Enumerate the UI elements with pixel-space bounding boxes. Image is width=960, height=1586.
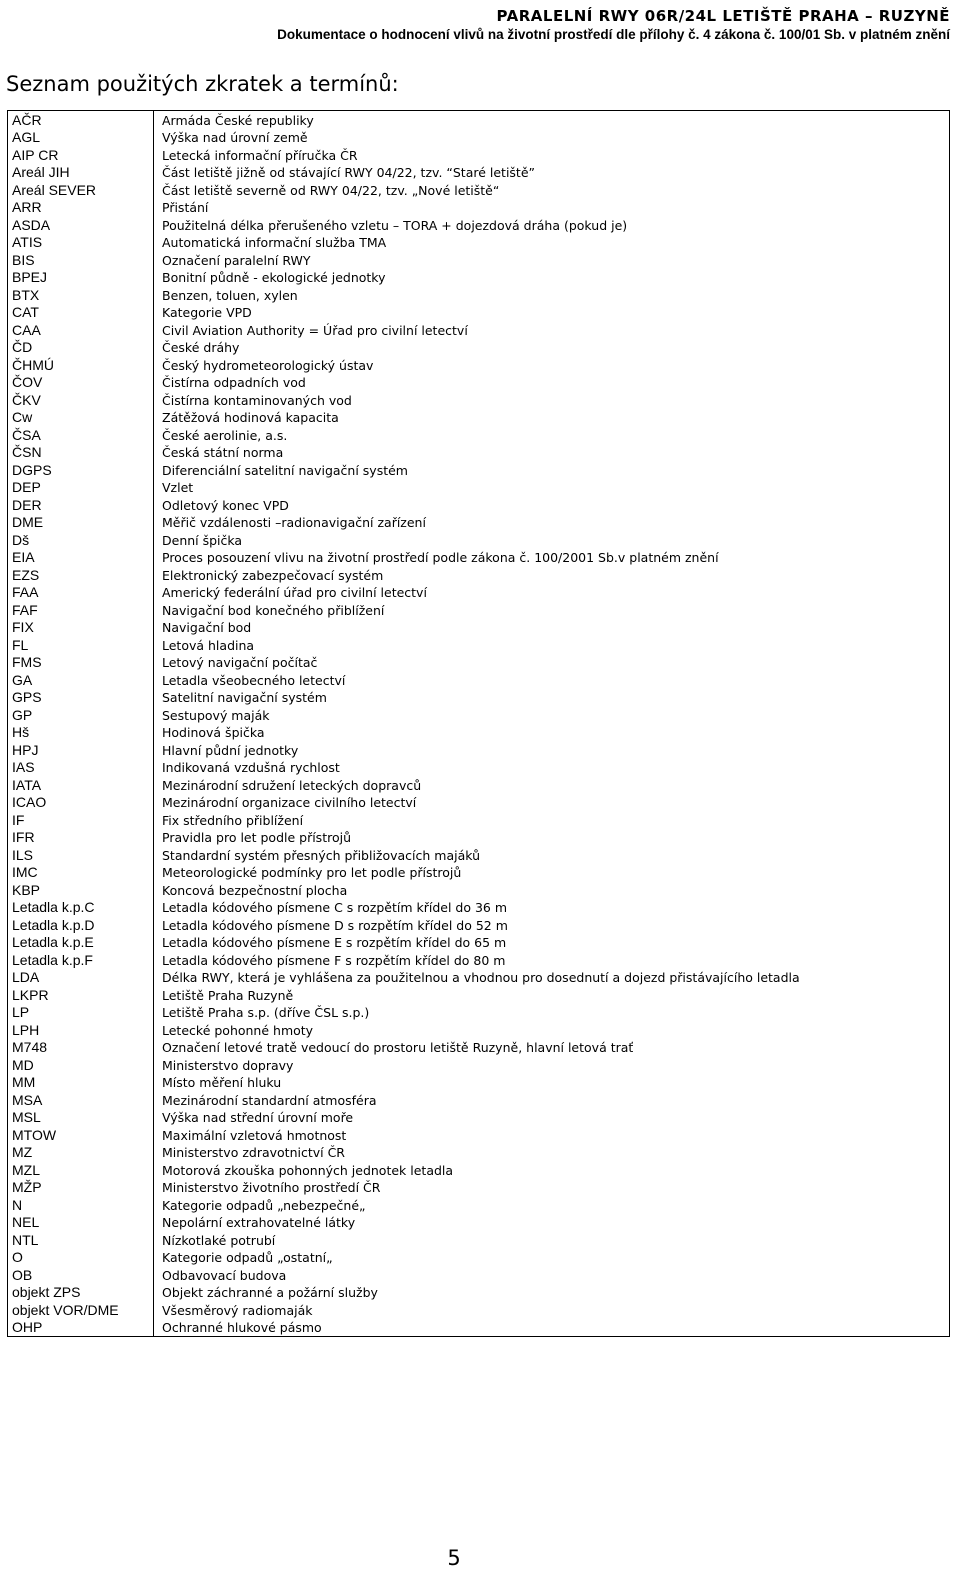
table-row [8, 636, 950, 654]
description-cell: Letová hladina [154, 636, 950, 654]
description-cell: Zátěžová hodinová kapacita [154, 409, 950, 427]
table-row [8, 1214, 950, 1232]
table-row [8, 321, 950, 339]
description-cell: Český hydrometeorologický ústav [154, 356, 950, 374]
abbreviation-cell: FL [8, 636, 154, 654]
description-cell: Nízkotlaké potrubí [154, 1231, 950, 1249]
document-title: PARALELNÍ RWY 06R/24L LETIŠTĚ PRAHA – RUZYNĚ [496, 7, 950, 25]
description-cell: Benzen, toluen, xylen [154, 286, 950, 304]
description-cell: Elektronický zabezpečovací systém [154, 566, 950, 584]
table-row [8, 146, 950, 164]
abbreviation-cell: ČHMÚ [8, 356, 154, 374]
description-cell: Proces posouzení vlivu na životní prostředí podle zákona č. 100/2001 Sb.v platném znění [154, 549, 950, 567]
description-cell: Satelitní navigační systém [154, 689, 950, 707]
page-number: 5 [447, 1546, 461, 1570]
abbreviation-cell: HPJ [8, 741, 154, 759]
abbreviation-cell: ČSA [8, 426, 154, 444]
description-cell: Motorová zkouška pohonných jednotek letadla [154, 1161, 950, 1179]
description-cell: České aerolinie, a.s. [154, 426, 950, 444]
table-row [8, 1301, 950, 1319]
abbreviation-cell: objekt VOR/DME [8, 1301, 154, 1319]
abbreviation-cell: IFR [8, 829, 154, 847]
table-row [8, 304, 950, 322]
abbreviation-cell: OHP [8, 1319, 154, 1337]
description-cell: Diferenciální satelitní navigační systém [154, 461, 950, 479]
abbreviation-cell: FMS [8, 654, 154, 672]
description-cell: Mezinárodní standardní atmosféra [154, 1091, 950, 1109]
description-cell: Použitelná délka přerušeného vzletu – TORA + dojezdová dráha (pokud je) [154, 216, 950, 234]
table-row [8, 391, 950, 409]
description-cell: Letadla kódového písmene D s rozpětím křídel do 52 m [154, 916, 950, 934]
abbreviation-cell: GP [8, 706, 154, 724]
table-row [8, 444, 950, 462]
abbreviation-cell: GPS [8, 689, 154, 707]
description-cell: Maximální vzletová hmotnost [154, 1126, 950, 1144]
description-cell: Kategorie VPD [154, 304, 950, 322]
description-cell: Letiště Praha Ruzyně [154, 986, 950, 1004]
description-cell: Měřič vzdálenosti –radionavigační zařízení [154, 514, 950, 532]
description-cell: Navigační bod konečného přiblížení [154, 601, 950, 619]
abbreviation-cell: Letadla k.p.D [8, 916, 154, 934]
abbreviation-cell: GA [8, 671, 154, 689]
table-row [8, 461, 950, 479]
description-cell: Indikovaná vzdušná rychlost [154, 759, 950, 777]
abbreviation-cell: MSA [8, 1091, 154, 1109]
description-cell: Mezinárodní organizace civilního letectví [154, 794, 950, 812]
abbreviation-cell: ARR [8, 199, 154, 217]
abbreviation-cell: Dš [8, 531, 154, 549]
table-row [8, 1196, 950, 1214]
table-row [8, 111, 950, 129]
description-cell: Hodinová špička [154, 724, 950, 742]
table-row [8, 426, 950, 444]
description-cell: Sestupový maják [154, 706, 950, 724]
table-row [8, 181, 950, 199]
table-row [8, 969, 950, 987]
table-row [8, 549, 950, 567]
description-cell: Označení paralelní RWY [154, 251, 950, 269]
abbreviation-cell: EZS [8, 566, 154, 584]
abbreviation-cell: DGPS [8, 461, 154, 479]
abbreviation-cell: CAT [8, 304, 154, 322]
table-row [8, 1266, 950, 1284]
description-cell: Bonitní půdně - ekologické jednotky [154, 269, 950, 287]
table-row [8, 1284, 950, 1302]
table-row [8, 514, 950, 532]
abbreviation-cell: AGL [8, 129, 154, 147]
abbreviation-cell: ILS [8, 846, 154, 864]
abbreviation-cell: IAS [8, 759, 154, 777]
table-row [8, 899, 950, 917]
description-cell: Automatická informační služba TMA [154, 234, 950, 252]
description-cell: Pravidla pro let podle přístrojů [154, 829, 950, 847]
table-row [8, 216, 950, 234]
table-row [8, 759, 950, 777]
table-row [8, 409, 950, 427]
description-cell: Čistírna kontaminovaných vod [154, 391, 950, 409]
abbreviation-cell: MZL [8, 1161, 154, 1179]
abbreviation-cell: ATIS [8, 234, 154, 252]
abbreviation-cell: ICAO [8, 794, 154, 812]
description-cell: Označení letové tratě vedoucí do prostoru letiště Ruzyně, hlavní letová trať [154, 1039, 950, 1057]
abbreviation-cell: Areál JIH [8, 164, 154, 182]
abbreviation-cell: N [8, 1196, 154, 1214]
abbreviation-cell: BTX [8, 286, 154, 304]
description-cell: Čistírna odpadních vod [154, 374, 950, 392]
table-row [8, 829, 950, 847]
abbreviations-table-body [8, 111, 950, 1337]
description-cell: České dráhy [154, 339, 950, 357]
table-row [8, 251, 950, 269]
table-row [8, 1056, 950, 1074]
table-row [8, 881, 950, 899]
abbreviation-cell: Cw [8, 409, 154, 427]
description-cell: Denní špička [154, 531, 950, 549]
section-heading: Seznam použitých zkratek a termínů: [6, 72, 399, 96]
table-row [8, 934, 950, 952]
abbreviation-cell: FAA [8, 584, 154, 602]
description-cell: Letecká informační příručka ČR [154, 146, 950, 164]
table-row [8, 916, 950, 934]
table-row [8, 566, 950, 584]
abbreviation-cell: MD [8, 1056, 154, 1074]
abbreviation-cell: LP [8, 1004, 154, 1022]
table-row [8, 1021, 950, 1039]
table-row [8, 531, 950, 549]
description-cell: Všesměrový radiomaják [154, 1301, 950, 1319]
abbreviation-cell: M748 [8, 1039, 154, 1057]
table-row [8, 1039, 950, 1057]
abbreviation-cell: DME [8, 514, 154, 532]
description-cell: Místo měření hluku [154, 1074, 950, 1092]
description-cell: Vzlet [154, 479, 950, 497]
abbreviation-cell: LKPR [8, 986, 154, 1004]
description-cell: Civil Aviation Authority = Úřad pro civilní letectví [154, 321, 950, 339]
table-row [8, 864, 950, 882]
table-row [8, 1161, 950, 1179]
abbreviation-cell: AČR [8, 111, 154, 129]
table-row [8, 794, 950, 812]
table-row [8, 671, 950, 689]
abbreviation-cell: FAF [8, 601, 154, 619]
table-row [8, 741, 950, 759]
document-subtitle: Dokumentace o hodnocení vlivů na životní prostředí dle přílohy č. 4 zákona č. 100/01 Sb. v platném znění [277, 27, 950, 42]
abbreviation-cell: Letadla k.p.F [8, 951, 154, 969]
table-row [8, 374, 950, 392]
abbreviation-cell: ČSN [8, 444, 154, 462]
table-row [8, 234, 950, 252]
abbreviation-cell: AIP CR [8, 146, 154, 164]
table-row [8, 286, 950, 304]
description-cell: Letový navigační počítač [154, 654, 950, 672]
table-row [8, 356, 950, 374]
description-cell: Mezinárodní sdružení leteckých dopravců [154, 776, 950, 794]
table-row [8, 1319, 950, 1337]
description-cell: Standardní systém přesných přibližovacích majáků [154, 846, 950, 864]
abbreviation-cell: LDA [8, 969, 154, 987]
table-row [8, 724, 950, 742]
description-cell: Přistání [154, 199, 950, 217]
description-cell: Kategorie odpadů „nebezpečné„ [154, 1196, 950, 1214]
description-cell: Fix středního přiblížení [154, 811, 950, 829]
table-row [8, 654, 950, 672]
description-cell: Letadla kódového písmene F s rozpětím křídel do 80 m [154, 951, 950, 969]
abbreviation-cell: IATA [8, 776, 154, 794]
description-cell: Délka RWY, která je vyhlášena za použitelnou a vhodnou pro dosednutí a dojezd přistávajícího letadla [154, 969, 950, 987]
table-row [8, 1109, 950, 1127]
description-cell: Ministerstvo dopravy [154, 1056, 950, 1074]
table-row [8, 811, 950, 829]
abbreviation-cell: Areál SEVER [8, 181, 154, 199]
table-row [8, 1179, 950, 1197]
description-cell: Letiště Praha s.p. (dříve ČSL s.p.) [154, 1004, 950, 1022]
abbreviation-cell: MŽP [8, 1179, 154, 1197]
abbreviation-cell: DEP [8, 479, 154, 497]
abbreviation-cell: LPH [8, 1021, 154, 1039]
abbreviation-cell: NTL [8, 1231, 154, 1249]
abbreviation-cell: Letadla k.p.E [8, 934, 154, 952]
description-cell: Odletový konec VPD [154, 496, 950, 514]
description-cell: Letadla kódového písmene C s rozpětím křídel do 36 m [154, 899, 950, 917]
description-cell: Ministerstvo zdravotnictví ČR [154, 1144, 950, 1162]
description-cell: Hlavní půdní jednotky [154, 741, 950, 759]
table-row [8, 986, 950, 1004]
table-row [8, 706, 950, 724]
abbreviation-cell: MTOW [8, 1126, 154, 1144]
abbreviation-cell: CAA [8, 321, 154, 339]
document-header [10, 6, 950, 44]
abbreviation-cell: O [8, 1249, 154, 1267]
table-row [8, 951, 950, 969]
table-row [8, 129, 950, 147]
description-cell: Letecké pohonné hmoty [154, 1021, 950, 1039]
description-cell: Ochranné hlukové pásmo [154, 1319, 950, 1337]
abbreviation-cell: ASDA [8, 216, 154, 234]
abbreviation-cell: MSL [8, 1109, 154, 1127]
abbreviation-cell: ČD [8, 339, 154, 357]
description-cell: Výška nad střední úrovní moře [154, 1109, 950, 1127]
table-row [8, 1231, 950, 1249]
table-row [8, 619, 950, 637]
description-cell: Ministerstvo životního prostředí ČR [154, 1179, 950, 1197]
table-row [8, 1249, 950, 1267]
abbreviation-cell: DER [8, 496, 154, 514]
table-row [8, 846, 950, 864]
table-row [8, 1074, 950, 1092]
abbreviation-cell: EIA [8, 549, 154, 567]
abbreviation-cell: OB [8, 1266, 154, 1284]
abbreviation-cell: FIX [8, 619, 154, 637]
abbreviation-cell: BIS [8, 251, 154, 269]
description-cell: Česká státní norma [154, 444, 950, 462]
abbreviation-cell: NEL [8, 1214, 154, 1232]
table-row [8, 339, 950, 357]
description-cell: Koncová bezpečnostní plocha [154, 881, 950, 899]
description-cell: Armáda České republiky [154, 111, 950, 129]
table-row [8, 689, 950, 707]
description-cell: Americký federální úřad pro civilní letectví [154, 584, 950, 602]
description-cell: Část letiště jižně od stávající RWY 04/22, tzv. “Staré letiště” [154, 164, 950, 182]
description-cell: Část letiště severně od RWY 04/22, tzv. „Nové letiště“ [154, 181, 950, 199]
abbreviation-cell: Letadla k.p.C [8, 899, 154, 917]
abbreviation-cell: IF [8, 811, 154, 829]
table-row [8, 164, 950, 182]
table-row [8, 776, 950, 794]
table-row [8, 1091, 950, 1109]
description-cell: Kategorie odpadů „ostatní„ [154, 1249, 950, 1267]
abbreviation-cell: KBP [8, 881, 154, 899]
abbreviation-cell: BPEJ [8, 269, 154, 287]
table-row [8, 496, 950, 514]
description-cell: Letadla všeobecného letectví [154, 671, 950, 689]
abbreviation-cell: Hš [8, 724, 154, 742]
description-cell: Objekt záchranné a požární služby [154, 1284, 950, 1302]
description-cell: Meteorologické podmínky pro let podle přístrojů [154, 864, 950, 882]
table-row [8, 269, 950, 287]
abbreviation-cell: IMC [8, 864, 154, 882]
table-row [8, 1126, 950, 1144]
abbreviation-cell: MM [8, 1074, 154, 1092]
description-cell: Odbavovací budova [154, 1266, 950, 1284]
abbreviation-cell: objekt ZPS [8, 1284, 154, 1302]
abbreviation-cell: ČKV [8, 391, 154, 409]
abbreviation-cell: ČOV [8, 374, 154, 392]
table-row [8, 1004, 950, 1022]
table-row [8, 584, 950, 602]
abbreviations-table [7, 110, 950, 1337]
table-row [8, 1144, 950, 1162]
abbreviation-cell: MZ [8, 1144, 154, 1162]
table-row [8, 199, 950, 217]
table-row [8, 479, 950, 497]
description-cell: Letadla kódového písmene E s rozpětím křídel do 65 m [154, 934, 950, 952]
table-row [8, 601, 950, 619]
description-cell: Nepolární extrahovatelné látky [154, 1214, 950, 1232]
description-cell: Navigační bod [154, 619, 950, 637]
description-cell: Výška nad úrovní země [154, 129, 950, 147]
